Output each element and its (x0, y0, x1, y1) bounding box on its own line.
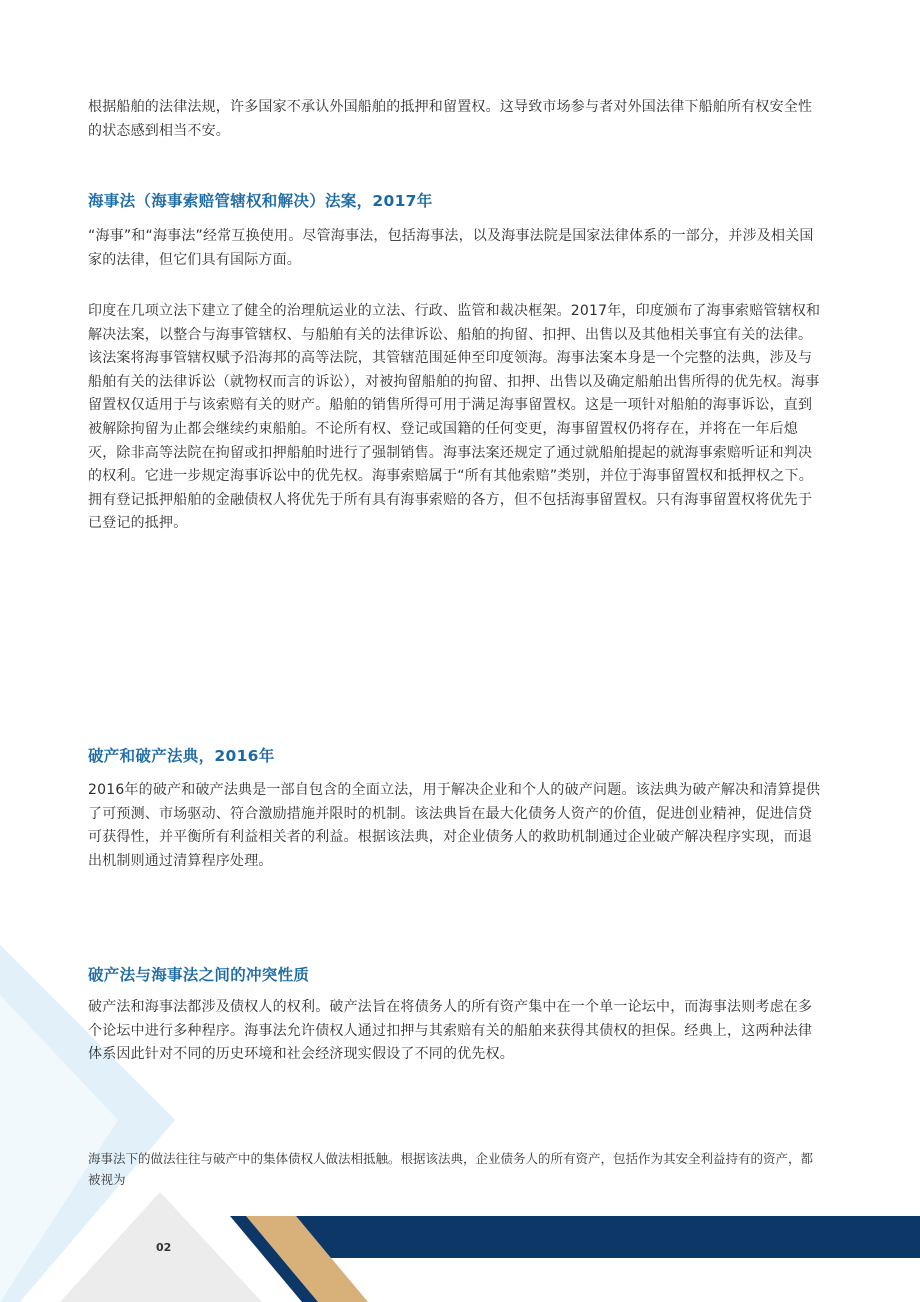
section-heading-insolvency-code: 破产和破产法典，2016年 (88, 747, 275, 765)
section-heading-admiralty-act: 海事法（海事索赔管辖权和解决）法案，2017年 (88, 192, 433, 210)
footer-note-block (88, 1148, 823, 1190)
section-ibc-heading-block (88, 744, 823, 766)
section-conflict-heading-block (88, 963, 823, 985)
conflict-paragraph: 破产法和海事法都涉及债权人的权利。破产法旨在将债务人的所有资产集中在一个单一论坛中，而海事法则考虑在多个论坛中进行多种程序。海事法允许债权人通过扣押与其索赔有关的船舶来获得其债权的担保。经典上，这两种法律体系因此针对不同的历史环境和社会经济现实假设了不同的优先权。 (88, 999, 813, 1063)
section-admiralty-body-block (88, 300, 823, 536)
page-number: 02 (156, 1241, 172, 1254)
section-admiralty-heading-block (88, 189, 823, 211)
intro-block (88, 96, 823, 143)
section-conflict-body-block (88, 996, 823, 1067)
admiralty-body-paragraph: 印度在几项立法下建立了健全的治理航运业的立法、行政、监管和裁决框架。2017年，印度颁布了海事索赔管辖权和解决法案，以整合与海事管辖权、与船舶有关的法律诉讼、船舶的拘留、扣押、出售以及其他相关事宜有关的法律。该法案将海事管辖权赋予沿海邦的高等法院，其管辖范围延伸至印度领海。海事法案本身是一个完整的法典，涉及与船舶有关的法律诉讼（就物权而言的诉讼），对被拘留船舶的拘留、扣押、出售以及确定船舶出售所得的优先权。海事留置权仅适用于与该索赔有关的财产。船舶的销售所得可用于满足海事留置权。这是一项针对船舶的海事诉讼，直到被解除拘留为止都会继续约束船舶。不论所有权、登记或国籍的任何变更，海事留置权仍将存在，并将在一年后熄灭，除非高等法院在拘留或扣押船舶时进行了强制销售。海事法案还规定了通过就船舶提起的就海事索赔听证和判决的权利。它进一步规定海事诉讼中的优先权。海事索赔属于“所有其他索赔”类别，并位于海事留置权和抵押权之下。拥有登记抵押船舶的金融债权人将优先于所有具有海事索赔的各方，但不包括海事留置权。只有海事留置权将优先于已登记的抵押。 (88, 303, 821, 532)
section-heading-conflict: 破产法与海事法之间的冲突性质 (88, 966, 310, 984)
navy-band (296, 1216, 920, 1258)
footer-note-text: 海事法下的做法往往与破产中的集体债权人做法相抵触。根据该法典，企业债务人的所有资产，包括作为其安全利益持有的资产，都被视为 (88, 1151, 814, 1187)
admiralty-intro-paragraph: “海事”和“海事法”经常互换使用。尽管海事法，包括海事法，以及海事法院是国家法律体系的一部分，并涉及相关国家的法律，但它们具有国际方面。 (88, 228, 814, 268)
insolvency-code-paragraph: 2016年的破产和破产法典是一部自包含的全面立法，用于解决企业和个人的破产问题。该法典为破产解决和清算提供了可预测、市场驱动、符合激励措施并限时的机制。该法典旨在最大化债务人资产的价值，促进创业精神，促进信贷可获得性，并平衡所有利益相关者的利益。根据该法典，对企业债务人的救助机制通过企业破产解决程序实现，而退出机制则通过清算程序处理。 (88, 782, 821, 869)
intro-paragraph: 根据船舶的法律法规，许多国家不承认外国船舶的抵押和留置权。这导致市场参与者对外国法律下船舶所有权安全性的状态感到相当不安。 (88, 99, 813, 139)
section-ibc-body-block (88, 779, 823, 873)
section-admiralty-intro-block (88, 225, 823, 272)
